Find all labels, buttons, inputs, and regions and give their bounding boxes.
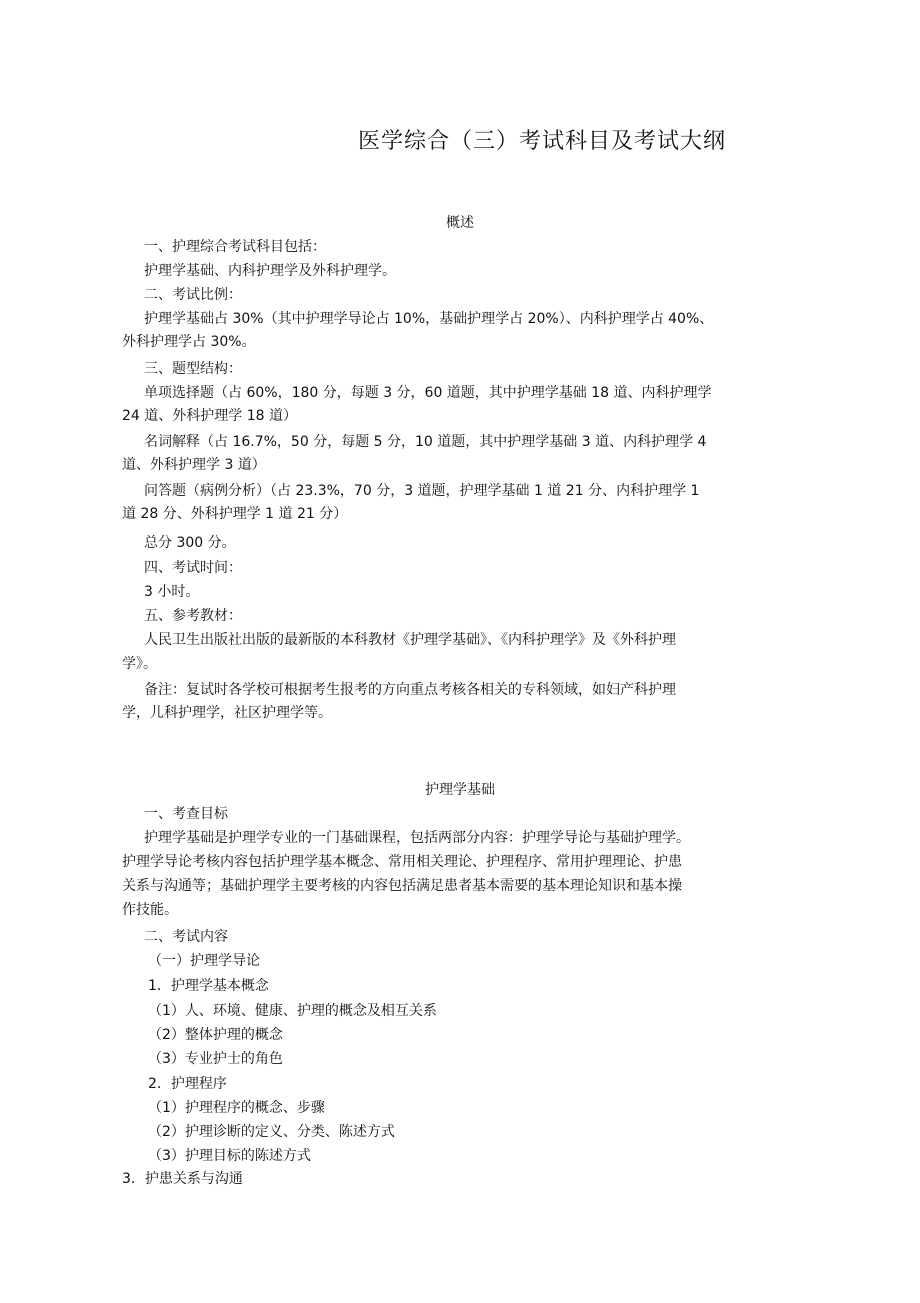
overview-line: 道 28 分、外科护理学 1 道 21 分） — [122, 506, 348, 522]
nursing-basics-line: （1）人、环境、健康、护理的概念及相互关系 — [148, 1003, 437, 1019]
overview-line: 二、考试比例： — [144, 287, 242, 303]
overview-line: 护理学基础、内科护理学及外科护理学。 — [144, 263, 396, 279]
nursing-basics-line: （3）专业护士的角色 — [148, 1051, 283, 1067]
overview-line: 五、参考教材： — [144, 608, 242, 624]
overview-line: 总分 300 分。 — [144, 535, 236, 551]
nursing-basics-line: 2．护理程序 — [148, 1076, 227, 1092]
overview-line: 问答题（病例分析）（占 23.3%，70 分，3 道题，护理学基础 1 道 21 分、内科护理学 1 — [144, 483, 700, 499]
overview-heading: 概述 — [446, 215, 474, 231]
nursing-basics-line: 护理学基础是护理学专业的一门基础课程，包括两部分内容：护理学导论与基础护理学。 — [144, 830, 690, 846]
nursing-basics-line: （2）护理诊断的定义、分类、陈述方式 — [148, 1124, 395, 1140]
overview-line: 道、外科护理学 3 道） — [122, 457, 266, 473]
nursing-basics-line: （2）整体护理的概念 — [148, 1027, 283, 1043]
overview-line: 学，儿科护理学，社区护理学等。 — [122, 705, 332, 721]
overview-line: 护理学基础占 30%（其中护理学导论占 10%，基础护理学占 20%）、内科护理学占 40%、 — [144, 311, 714, 327]
overview-line: 三、题型结构： — [144, 361, 242, 377]
overview-line: 名词解释（占 16.7%，50 分，每题 5 分，10 道题，其中护理学基础 3 道、内科护理学 4 — [144, 434, 707, 450]
nursing-basics-line: （1）护理程序的概念、步骤 — [148, 1100, 325, 1116]
nursing-basics-line: 作技能。 — [122, 902, 178, 918]
nursing-basics-line: （一）护理学导论 — [148, 953, 260, 969]
overview-line: 外科护理学占 30%。 — [122, 334, 256, 350]
nursing-basics-line: 3．护患关系与沟通 — [122, 1171, 243, 1187]
overview-line: 24 道、外科护理学 18 道） — [122, 408, 297, 424]
overview-line: 四、考试时间： — [144, 560, 242, 576]
document-title: 医学综合（三）考试科目及考试大纲 — [358, 129, 727, 154]
overview-line: 3 小时。 — [144, 584, 200, 600]
nursing-basics-heading: 护理学基础 — [425, 782, 495, 798]
nursing-basics-line: 一、考查目标 — [144, 806, 228, 822]
nursing-basics-line: 二、考试内容 — [144, 929, 228, 945]
overview-line: 单项选择题（占 60%，180 分，每题 3 分，60 道题，其中护理学基础 18 道、内科护理学 — [144, 385, 712, 401]
overview-line: 学》。 — [122, 656, 157, 672]
nursing-basics-line: 1．护理学基本概念 — [148, 978, 269, 994]
nursing-basics-line: 护理学导论考核内容包括护理学基本概念、常用相关理论、护理程序、常用护理理论、护患 — [122, 854, 682, 870]
overview-line: 一、护理综合考试科目包括： — [144, 239, 326, 255]
nursing-basics-line: 关系与沟通等；基础护理学主要考核的内容包括满足患者基本需要的基本理论知识和基本操 — [122, 878, 682, 894]
nursing-basics-line: （3）护理目标的陈述方式 — [148, 1148, 311, 1164]
overview-line: 人民卫生出版社出版的最新版的本科教材《护理学基础》、《内科护理学》及《外科护理 — [144, 632, 676, 648]
overview-line: 备注：复试时各学校可根据考生报考的方向重点考核各相关的专科领域，如妇产科护理 — [144, 682, 676, 698]
